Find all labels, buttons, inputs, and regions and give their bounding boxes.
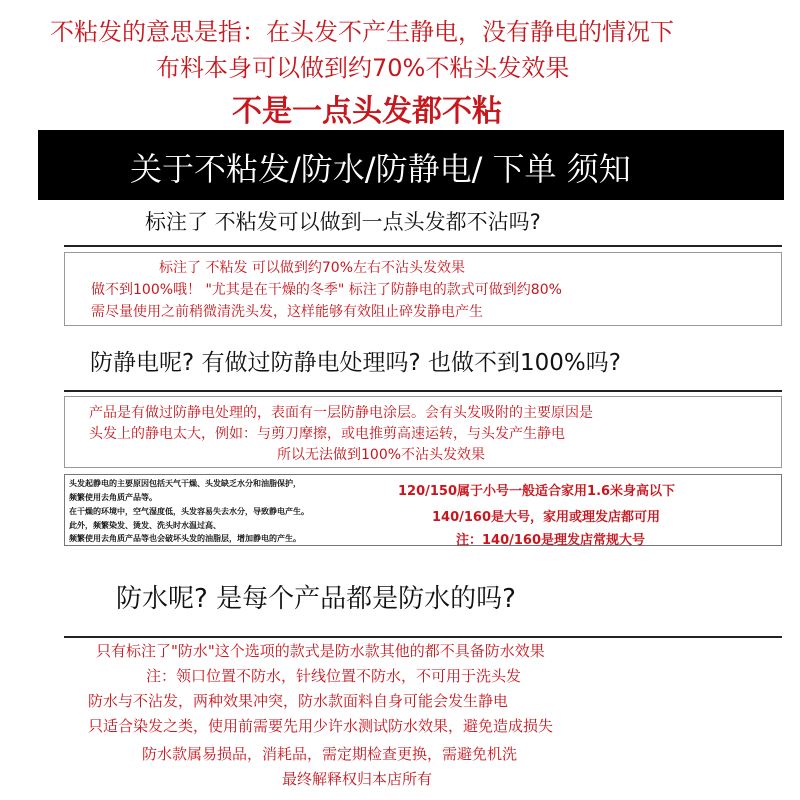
waterproof-note-1: 只有标注了"防水"这个选项的款式是防水款其他的都不具备防水效果	[96, 642, 545, 660]
waterproof-note-3: 防水与不沾发，两种效果冲突，防水款面料自身可能会发生静电	[88, 692, 509, 710]
question-no-stick: 标注了 不粘发可以做到一点头发都不沾吗?	[145, 210, 541, 234]
answer-antistatic-line-3: 所以无法做到100%不沾头发效果	[277, 447, 486, 463]
info-left-line-3: 在干燥的环境中，空气湿度低，头发容易失去水分，导致静电产生。	[69, 507, 309, 516]
waterproof-note-4: 只适合染发之类，使用前需要先用少许水测试防水效果，避免造成损失	[88, 717, 554, 735]
question-antistatic: 防静电呢? 有做过防静电处理吗? 也做不到100%吗?	[90, 350, 621, 376]
intro-line-1: 不粘发的意思是指：在头发不产生静电，没有静电的情况下	[50, 18, 674, 46]
info-left-line-5: 频繁使用去角质产品等也会破坏头发的油脂层，增加静电的产生。	[69, 534, 301, 543]
banner-title: 关于不粘发/防水/防静电/ 下单 须知	[130, 150, 631, 188]
waterproof-note-2: 注：领口位置不防水，针线位置不防水，不可用于洗头发	[146, 667, 522, 685]
divider	[64, 636, 782, 638]
answer-antistatic-panel	[64, 396, 782, 468]
answer-antistatic-line-2: 头发上的静电太大，例如：与剪刀摩擦，或电推剪高速运转，与头发产生静电	[89, 426, 565, 442]
notice-banner	[38, 130, 784, 200]
size-small-note: 120/150属于小号一般适合家用1.6米身高以下	[398, 484, 676, 499]
answer-antistatic-line-1: 产品是有做过防静电处理的，表面有一层防静电涂层。会有头发吸附的主要原因是	[89, 405, 593, 421]
answer-no-stick-line-3: 需尽量使用之前稍微清洗头发，这样能够有效阻止碎发静电产生	[91, 304, 483, 320]
divider	[64, 245, 782, 247]
info-left-line-2: 频繁使用去角质产品等。	[69, 493, 157, 502]
intro-line-2: 布料本身可以做到约70%不粘头发效果	[156, 54, 570, 82]
waterproof-note-5: 防水款属易损品，消耗品，需定期检查更换，需避免机洗	[142, 745, 518, 763]
answer-no-stick-line-2: 做不到100%哦！ "尤其是在干燥的冬季" 标注了防静电的款式可做到约80%	[91, 282, 562, 298]
info-left-line-4: 此外，频繁染发、烫发、洗头时水温过高、	[69, 521, 221, 530]
question-waterproof: 防水呢? 是每个产品都是防水的吗?	[116, 584, 516, 614]
size-barber-note: 注：140/160是理发店常规大号	[456, 533, 646, 548]
answer-no-stick-line-1: 标注了 不粘发 可以做到约70%左右不沾头发效果	[159, 260, 466, 276]
size-large-note: 140/160是大号，家用或理发店都可用	[432, 510, 661, 525]
info-left-line-1: 头发起静电的主要原因包括天气干燥、头发缺乏水分和油脂保护，	[69, 479, 301, 488]
info-panel	[64, 474, 782, 546]
answer-no-stick-panel	[64, 252, 782, 326]
rights-note: 最终解释权归本店所有	[282, 770, 433, 788]
divider	[64, 390, 782, 392]
intro-line-3: 不是一点头发都不粘	[232, 94, 502, 129]
